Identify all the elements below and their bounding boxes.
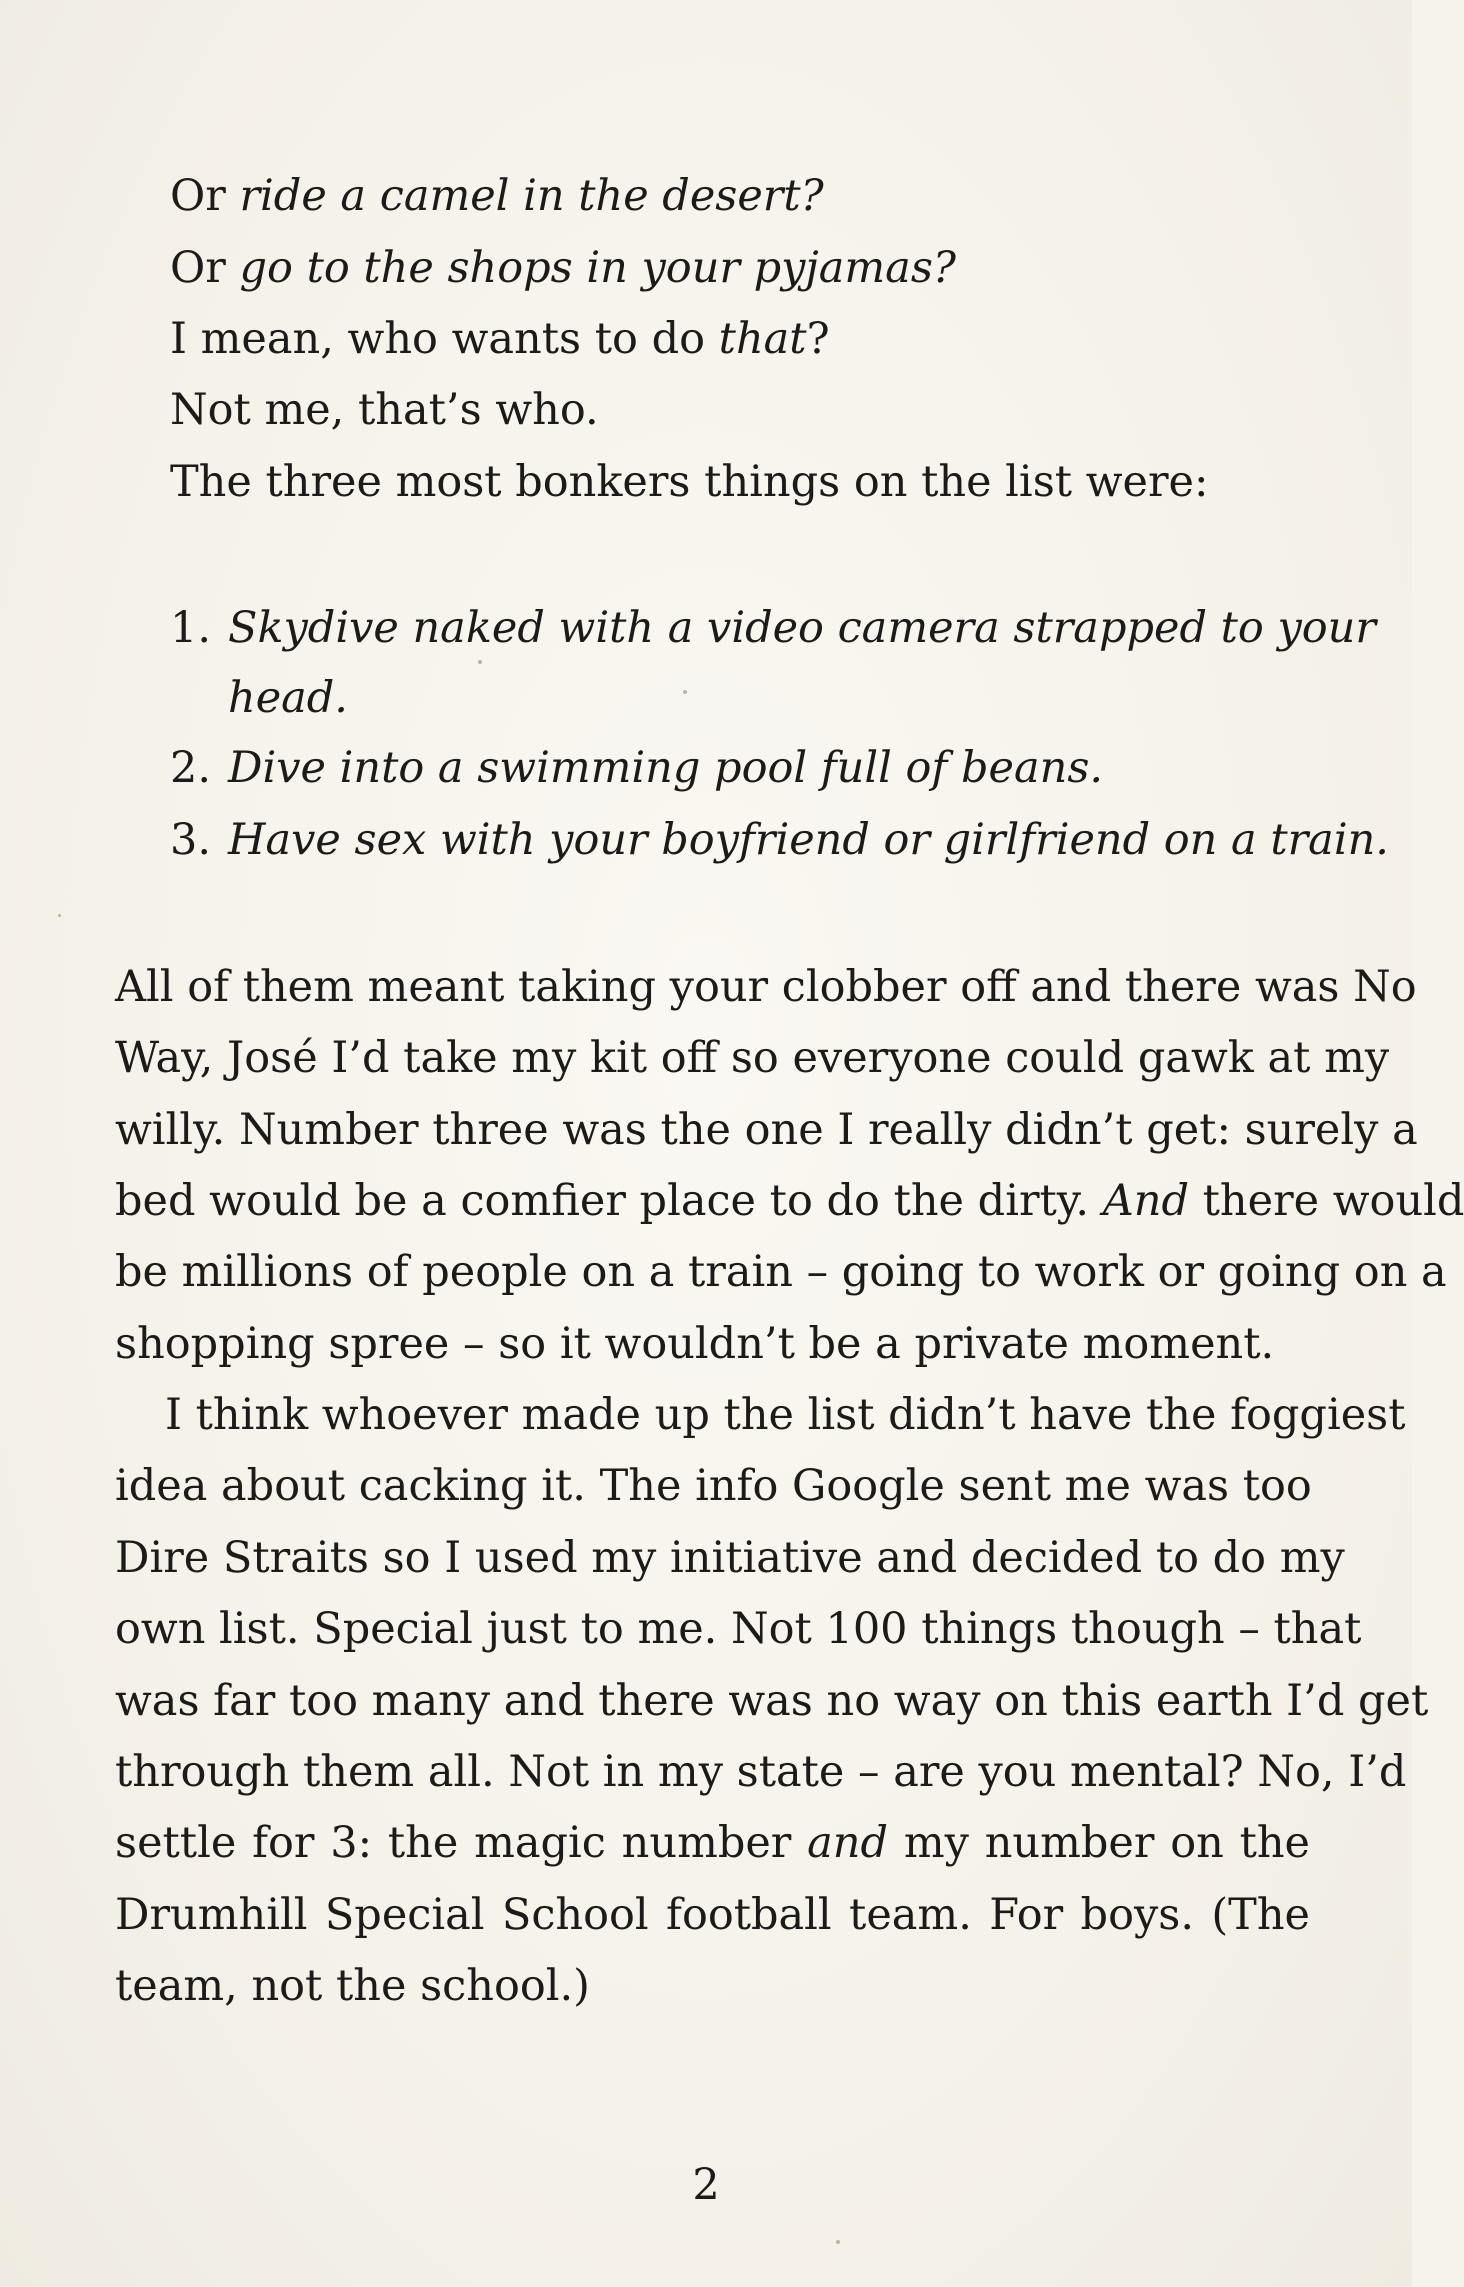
text-line: Or go to the shops in your pyjamas? — [170, 243, 956, 293]
list-number: 2. — [170, 743, 212, 793]
list-item-text: Have sex with your boyfriend or girlfriend on a train. — [228, 815, 1389, 865]
paper-speck — [478, 660, 482, 664]
paragraph-line: I think whoever made up the list didn’t have the foggiest — [165, 1390, 1406, 1440]
list-item-text: Skydive naked with a video camera strapped to your — [228, 603, 1376, 653]
paper-speck — [683, 690, 687, 694]
list-number: 3. — [170, 815, 212, 865]
text-line: The three most bonkers things on the list were: — [170, 457, 1209, 507]
paragraph-line: shopping spree – so it wouldn’t be a private moment. — [115, 1319, 1275, 1369]
paragraph-line: was far too many and there was no way on this earth I’d get — [115, 1676, 1429, 1726]
list-number: 1. — [170, 603, 212, 653]
paragraph-line: settle for 3: the magic number and my number on the — [115, 1818, 1310, 1868]
paragraph-line: Way, José I’d take my kit off so everyone could gawk at my — [115, 1033, 1390, 1083]
paragraph-line: bed would be a comfier place to do the dirty. And there would — [115, 1176, 1464, 1226]
page-number: 2 — [692, 2160, 720, 2210]
paper-speck — [58, 914, 61, 917]
list-item-text: Dive into a swimming pool full of beans. — [228, 743, 1104, 793]
text-line: Not me, that’s who. — [170, 385, 599, 435]
list-item — [170, 810, 1389, 870]
list-item-continuation: head. — [228, 673, 348, 723]
paragraph-line: Drumhill Special School football team. For boys. (The — [115, 1890, 1310, 1940]
list-item — [170, 738, 1103, 798]
list-item — [170, 598, 1376, 658]
paragraph-line: willy. Number three was the one I really didn’t get: surely a — [115, 1105, 1418, 1155]
paragraph-line: own list. Special just to me. Not 100 things though – that — [115, 1604, 1362, 1654]
paragraph-line: team, not the school.) — [115, 1961, 590, 2011]
paragraph-line: Dire Straits so I used my initiative and decided to do my — [115, 1533, 1345, 1583]
paragraph-line: idea about cacking it. The info Google sent me was too — [115, 1461, 1312, 1511]
text-line: I mean, who wants to do that? — [170, 314, 830, 364]
text-line: Or ride a camel in the desert? — [170, 171, 824, 221]
paper-speck — [836, 2240, 840, 2244]
paragraph-line: be millions of people on a train – going to work or going on a — [115, 1247, 1447, 1297]
paragraph-line: All of them meant taking your clobber off and there was No — [115, 962, 1417, 1012]
paragraph-line: through them all. Not in my state – are you mental? No, I’d — [115, 1747, 1407, 1797]
